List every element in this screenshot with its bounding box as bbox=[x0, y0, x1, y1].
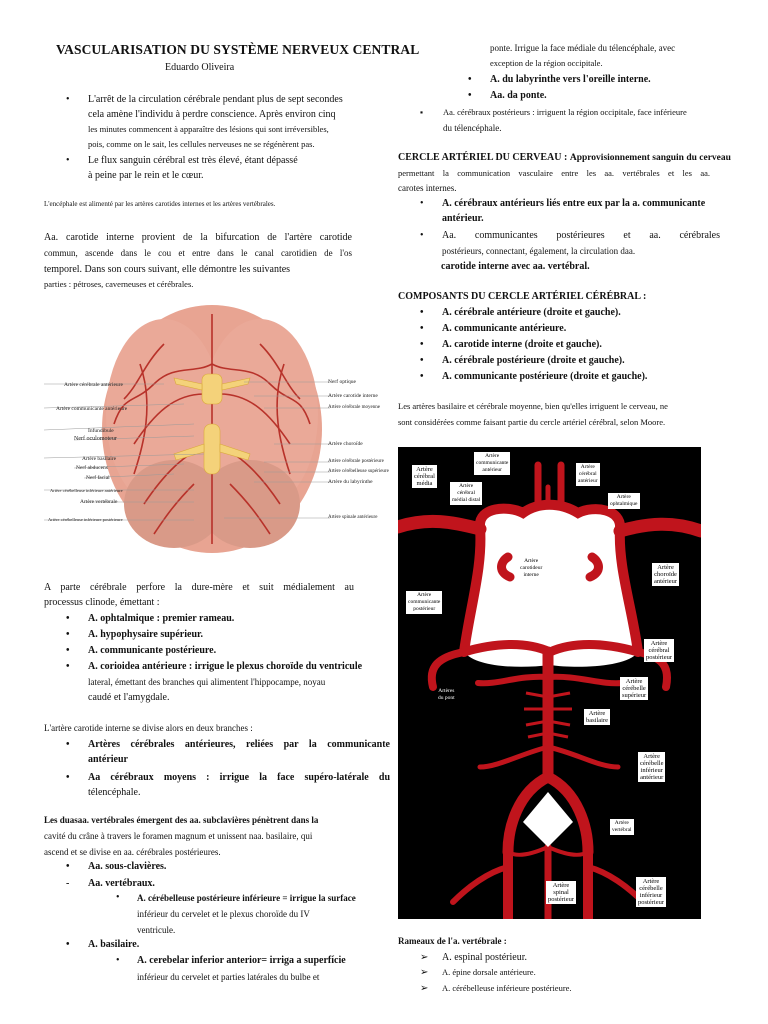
diagram-label-comm-post bbox=[406, 591, 442, 614]
list-item: • A. ophtalmique : premier rameau. bbox=[66, 613, 235, 624]
intro-bullet-1 bbox=[88, 92, 388, 152]
bullet: • bbox=[116, 955, 120, 966]
label-line: antérieur bbox=[578, 478, 598, 484]
encephale-note: L'encéphale est alimenté par les artères carotides internes et les artères vertébrales. bbox=[44, 200, 276, 208]
diagram-label-comm-ant bbox=[474, 452, 510, 475]
components-heading: COMPOSANTS DU CERCLE ARTÉRIEL CÉRÉBRAL : bbox=[398, 291, 647, 302]
carotid-paragraph bbox=[44, 230, 352, 291]
division-list bbox=[66, 737, 390, 800]
label-line: Artère bbox=[643, 753, 661, 760]
diagram-label-cerebelle-inf-post bbox=[636, 877, 666, 907]
label-line: postérieur bbox=[548, 896, 574, 903]
arteries-drawing bbox=[398, 447, 701, 919]
diagram-label-cerebelle-sup bbox=[620, 677, 648, 700]
text-line: Les duasaa. vertébrales émergent des aa. subclavières pénètrent dans la bbox=[44, 815, 319, 825]
label-line: médial distal bbox=[452, 497, 481, 503]
label-line: Artère bbox=[524, 558, 539, 564]
label-line: cérébelle bbox=[639, 885, 663, 892]
text-line: carotes internes. bbox=[398, 183, 457, 193]
list-item-text: A. communicante antérieure. bbox=[442, 323, 567, 334]
cerebral-item-continuation bbox=[88, 675, 388, 707]
basilar-sub-item bbox=[137, 953, 387, 985]
text-line: L'arrêt de la circulation cérébrale pendant plus de sept secondes bbox=[88, 94, 343, 105]
bullet: • bbox=[116, 892, 120, 903]
circle-list bbox=[420, 196, 720, 274]
text-line: caudé et l'amygdale. bbox=[88, 692, 170, 703]
rameaux-heading: Rameaux de l'a. vertébrale : bbox=[398, 936, 507, 946]
text-line: A. cérébelleuse postérieure inférieure = irrigue la surface bbox=[137, 893, 356, 903]
label-line: inférieur bbox=[639, 892, 663, 899]
text-line: du télencéphale. bbox=[443, 123, 502, 133]
diagram-label-cerebral-post bbox=[644, 639, 674, 662]
label-line: du pont bbox=[438, 695, 455, 701]
brain-label: Nerf abducens bbox=[76, 465, 108, 471]
text-line: parties : pétroses, caverneuses et cérébrales. bbox=[44, 279, 194, 289]
label-line: Artère bbox=[650, 640, 668, 647]
text-line: ponte. Irrigue la face médiale du télencéphale, avec bbox=[490, 43, 676, 53]
brain-label: Artère cérébrale moyenne bbox=[328, 405, 380, 410]
text-line: pois, comme on le sait, les cellules nerveuses ne se régénèrent pas. bbox=[88, 139, 315, 149]
list-item-text: A. carotide interne (droite et gauche). bbox=[442, 339, 602, 350]
label-line: communicante bbox=[408, 599, 441, 605]
label-line: Artère bbox=[616, 494, 631, 500]
list-item: • Aa. da ponte. bbox=[468, 90, 547, 101]
label-line: spinal bbox=[553, 889, 569, 896]
label-line: supérieur bbox=[622, 692, 647, 699]
vertebral-list bbox=[66, 859, 166, 893]
list-item-text: A. communicante postérieure (droite et gauche). bbox=[442, 371, 648, 382]
components-list bbox=[420, 305, 647, 385]
list-item-text: Aa. da ponte. bbox=[490, 90, 547, 101]
text-line: antérieur. bbox=[442, 213, 484, 224]
continuation-text bbox=[490, 41, 750, 71]
label-line: Artère bbox=[552, 882, 570, 889]
text-line: les minutes commencent à apparaître des lésions qui sont irréversibles, bbox=[88, 124, 329, 134]
list-item: • Aa cérébraux moyens : irrigue la face supéro-latérale du télencéphale. bbox=[66, 772, 390, 798]
label-line: cérébral bbox=[578, 471, 597, 477]
label-line: cérébral bbox=[414, 473, 435, 480]
section-heading: CERCLE ARTÉRIEL DU CERVEAU : bbox=[398, 152, 568, 163]
brain-label: Artère carotide interne bbox=[328, 393, 378, 399]
text-line: lateral, émettant des branches qui alimentent l'hippocampe, noyau bbox=[88, 677, 326, 687]
label-line: inférieur bbox=[640, 767, 663, 774]
list-item-text: Aa. sous-clavières. bbox=[88, 861, 167, 872]
list-item-text: Aa. vertébraux. bbox=[88, 878, 155, 889]
brain-label: Nerf facial bbox=[86, 475, 110, 481]
brain-label: Artère choroïde bbox=[328, 441, 363, 447]
brain-label: Artère cérébrale antérieure bbox=[64, 382, 123, 388]
label-line: interne bbox=[523, 572, 539, 578]
diagram-label-pont bbox=[436, 687, 457, 703]
label-line: Artère bbox=[417, 592, 432, 598]
list-item-text: A. cérébrale antérieure (droite et gauche). bbox=[442, 307, 621, 318]
label-line: cérébelle bbox=[622, 685, 646, 692]
section-heading-rest: Approvisionnement sanguin du cerveau bbox=[569, 153, 731, 163]
label-line: Artère bbox=[588, 710, 606, 717]
text-line: inférieur du cervelet et parties latérales du bulbe et bbox=[137, 972, 320, 982]
text-line: Aa. carotide interne provient de la bifurcation de l'artère carotide bbox=[44, 232, 352, 243]
diagram-label-cerebral-media bbox=[412, 465, 437, 488]
rameaux-list bbox=[420, 950, 572, 998]
brain-label: Nerf optique bbox=[328, 379, 356, 385]
text-line: cavité du crâne à travers le foramen magnum et unissent naa. basilaire, qui bbox=[44, 831, 313, 841]
label-line: vertébral bbox=[612, 827, 632, 833]
label-line: carotideur bbox=[520, 565, 543, 571]
label-line: postérieur bbox=[413, 606, 436, 612]
list-item-text: Aa. cérébraux postérieurs : irriguent la région occipitale, face inférieure bbox=[443, 107, 687, 117]
label-line: ophtalmique bbox=[610, 501, 638, 507]
brain-label: Artère communicante antérieure bbox=[56, 406, 128, 412]
posterior-line bbox=[420, 104, 760, 136]
list-item-text: A. ophtalmique : premier rameau. bbox=[88, 613, 235, 624]
label-line: média bbox=[416, 480, 433, 487]
text-line: à peine par le rein et le cœur. bbox=[88, 170, 204, 181]
label-line: cérébral bbox=[457, 490, 475, 496]
brain-label: Infundibule bbox=[88, 428, 114, 434]
text-line: Aa cérébraux moyens : irrigue la face supéro-latérale du bbox=[88, 772, 390, 783]
text-line: A parte cérébrale perfore la dure-mère et suit médialement au bbox=[44, 582, 354, 593]
diagram-label-basilaire bbox=[584, 709, 610, 725]
diagram-label-choroide bbox=[652, 563, 679, 586]
list-marker: • bbox=[66, 861, 70, 872]
text-line: exception de la région occipitale. bbox=[490, 58, 603, 68]
label-line: antérieur bbox=[482, 467, 502, 473]
label-line: Artère bbox=[580, 464, 595, 470]
list-item-text: A. hypophysaire supérieur. bbox=[88, 629, 204, 640]
text-line: commun, ascende dans le cou et entre dans le canal carotidien de l'os bbox=[44, 248, 352, 258]
text-line: Artères cérébrales antérieures, reliées par la communicante bbox=[88, 739, 390, 750]
arrow-bullet-icon: ➢ bbox=[420, 983, 429, 994]
brain-label: Nerf oculomoteur bbox=[74, 436, 117, 442]
vertebral-paragraph bbox=[44, 813, 374, 860]
label-line: postérieur bbox=[646, 654, 672, 661]
division-intro: L'artère carotide interne se divise alors en deux branches : bbox=[44, 723, 253, 733]
list-item: • A. cérébraux antérieurs liés entre eux par la a. communicante antérieur. bbox=[420, 196, 720, 226]
label-line: Artère bbox=[657, 564, 674, 571]
label-line: Artère bbox=[459, 483, 474, 489]
brain-label: Artère cérébelleuse supérieure bbox=[328, 469, 389, 474]
text-line: sont considérées comme faisant partie du cercle artériel cérébral, selon Moore. bbox=[398, 417, 666, 427]
page-title: VASCULARISATION DU SYSTÈME NERVEUX CENTRAL bbox=[56, 42, 420, 57]
label-line: Artère bbox=[416, 466, 433, 473]
label-line: Artère bbox=[485, 453, 500, 459]
text-line: ventricule. bbox=[137, 925, 176, 935]
diagram-label-cerebral-ant bbox=[576, 463, 600, 486]
circle-of-willis-diagram bbox=[398, 447, 701, 919]
brain-illustration bbox=[44, 304, 389, 564]
text-line: Aa. communicantes postérieures et aa. cérébrales bbox=[442, 230, 720, 241]
list-item bbox=[420, 982, 572, 998]
list-item: • A. communicante antérieure. bbox=[420, 323, 567, 334]
brain-label: Artère cérébelleuse inférieure postérieure bbox=[48, 517, 123, 522]
list-item bbox=[66, 859, 166, 876]
moore-paragraph bbox=[398, 398, 743, 430]
text-line: processus clinode, émettant : bbox=[44, 597, 160, 608]
list-item bbox=[420, 950, 572, 966]
intro-bullet-2 bbox=[88, 153, 388, 183]
arrow-bullet-icon: ➢ bbox=[420, 967, 429, 978]
label-line: postérieur bbox=[638, 899, 664, 906]
text-line: cela amène l'individu à perdre conscience. Après environ cinq bbox=[88, 109, 336, 120]
continuation-list bbox=[468, 72, 651, 104]
label-line: antérieur bbox=[654, 578, 678, 585]
list-item: • A. cérébrale antérieure (droite et gauche). bbox=[420, 307, 621, 318]
list-item: • A. carotide interne (droite et gauche). bbox=[420, 339, 602, 350]
bullet: • bbox=[66, 94, 70, 105]
list-item: • A. communicante postérieure. bbox=[66, 645, 217, 656]
list-item: • A. cérébrale postérieure (droite et gauche). bbox=[420, 355, 625, 366]
diagram-label-carotid bbox=[518, 557, 544, 580]
text-line: ▪ Aa. cérébraux postérieurs : irriguent la région occipitale, face inférieure bbox=[420, 107, 687, 117]
brain-label: Artère du labyrinthe bbox=[328, 479, 373, 485]
list-item: • Aa. communicantes postérieures et aa. cérébrales postérieurs, connectant, également, la circulation daa. carotide interne avec aa. vertébral. bbox=[420, 230, 720, 272]
text-line: télencéphale. bbox=[88, 787, 141, 798]
list-item-text: A. cérébrale postérieure (droite et gauche). bbox=[442, 355, 625, 366]
text-line: Le flux sanguin cérébral est très élevé, étant dépassé bbox=[88, 155, 298, 166]
text-line: A. cérébraux antérieurs liés entre eux par la a. communicante bbox=[442, 198, 706, 209]
text-line: A. cerebelar inferior anterior= irriga a superfície bbox=[137, 955, 346, 966]
author: Eduardo Oliveira bbox=[165, 62, 235, 73]
label-line: communicante bbox=[476, 460, 509, 466]
basilar-item: • A. basilaire. bbox=[66, 939, 140, 950]
cerebral-list bbox=[66, 611, 396, 675]
list-item-text: A. communicante postérieure. bbox=[88, 645, 217, 656]
label-line: choroïde bbox=[654, 571, 677, 578]
list-marker: - bbox=[66, 878, 70, 889]
list-item: • A. corioidea antérieure : irrigue le plexus choroïde du ventricule bbox=[66, 661, 363, 672]
list-item: • A. communicante postérieure (droite et gauche). bbox=[420, 371, 648, 382]
cerebral-paragraph bbox=[44, 580, 354, 610]
list-item: • A. hypophysaire supérieur. bbox=[66, 629, 204, 640]
text-line: ascend et se divise en aa. cérébrales postérieures. bbox=[44, 847, 221, 857]
label-line: Artères bbox=[438, 688, 455, 694]
list-item-text: A. basilaire. bbox=[88, 939, 140, 950]
list-item bbox=[420, 966, 572, 982]
list-item-text: A. espinal postérieur. bbox=[442, 952, 527, 963]
label-line: Artère bbox=[614, 820, 629, 826]
label-line: Artère bbox=[642, 878, 660, 885]
vertebral-sub-item bbox=[137, 890, 387, 938]
list-item: • Artères cérébrales antérieures, reliées par la communicante antérieur bbox=[66, 739, 390, 765]
text-line: permettant la communication vasculaire entre les aa. vertébrales et les aa. bbox=[398, 168, 710, 178]
list-item-text: A. cérébelleuse inférieure postérieure. bbox=[442, 983, 572, 993]
list-item-text: A. du labyrinthe vers l'oreille interne. bbox=[490, 74, 651, 85]
text-line: carotide interne avec aa. vertébral. bbox=[441, 261, 590, 272]
arrow-bullet-icon: ➢ bbox=[420, 952, 429, 963]
label-line: Artère bbox=[625, 678, 643, 685]
circle-heading bbox=[398, 150, 731, 166]
brain-label: Artère vertébrale bbox=[80, 499, 118, 505]
diagram-label-ophthalmique bbox=[608, 493, 640, 509]
brain-label: Artère basilaire bbox=[82, 456, 117, 462]
label-line: basilaire bbox=[586, 717, 609, 724]
bullet: • bbox=[66, 155, 70, 166]
brain-label: Artère spinale antérieure bbox=[328, 515, 378, 520]
text-line: temporel. Dans son cours suivant, elle démontre les suivantes bbox=[44, 264, 291, 275]
brain-drawing bbox=[44, 304, 374, 564]
list-item-text: A. corioidea antérieure : irrigue le plexus choroïde du ventricule bbox=[88, 661, 363, 672]
diagram-label-cerebral-distal bbox=[450, 482, 482, 505]
brain-label: Artère cérébrale postérieure bbox=[328, 459, 384, 464]
text-line: Les artères basilaire et cérébrale moyenne, bien qu'elles irriguent le cerveau, ne bbox=[398, 401, 668, 411]
brain-label: Artère cérébelleuse inférieure antérieure bbox=[50, 488, 123, 493]
diagram-label-cerebelle-inf-ant bbox=[638, 752, 665, 782]
label-line: cérébral bbox=[648, 647, 670, 654]
text-line: postérieurs, connectant, également, la circulation daa. bbox=[442, 246, 636, 256]
list-item-text: A. épine dorsale antérieure. bbox=[442, 967, 536, 977]
diagram-label-spinal-post bbox=[546, 881, 576, 904]
circle-paragraph bbox=[398, 166, 710, 196]
text-line: inférieur du cervelet et le plexus choroïde du IV bbox=[137, 909, 310, 919]
list-item: • A. du labyrinthe vers l'oreille interne. bbox=[468, 74, 651, 85]
label-line: antérieur bbox=[640, 774, 664, 781]
diagram-label-vertebral bbox=[610, 819, 634, 835]
label-line: cérébelle bbox=[640, 760, 664, 767]
text-line: antérieur bbox=[88, 754, 128, 765]
